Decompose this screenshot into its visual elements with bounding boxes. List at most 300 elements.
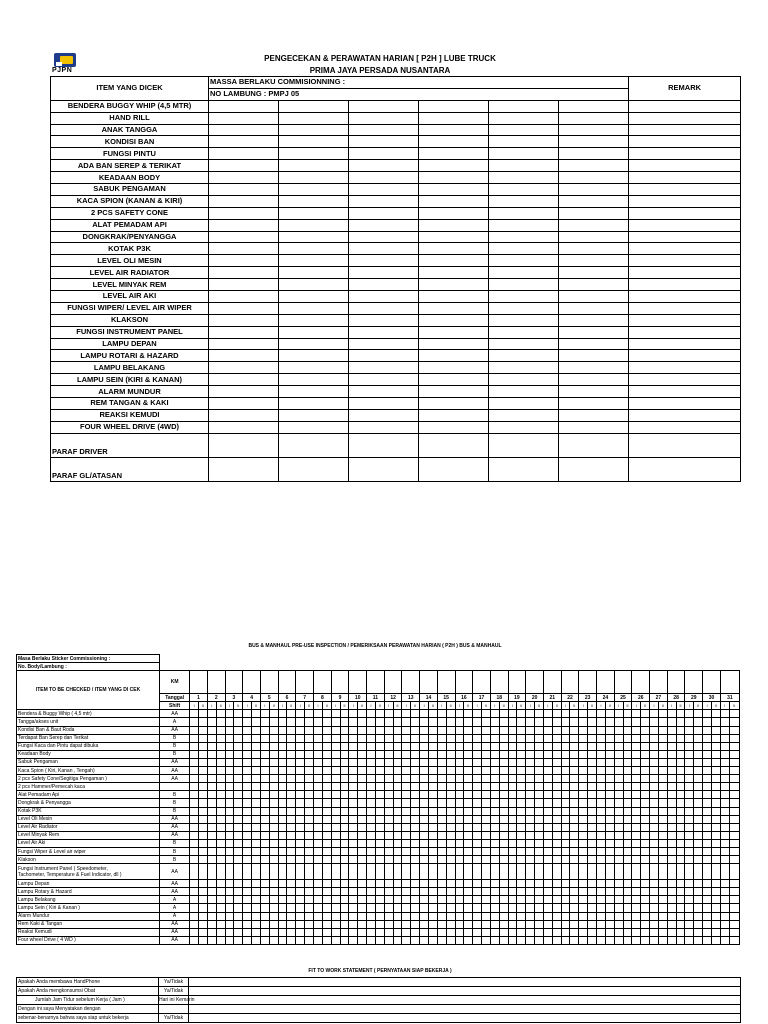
inspection-cell[interactable] — [384, 783, 393, 791]
inspection-cell[interactable] — [340, 718, 349, 726]
inspection-cell[interactable] — [199, 799, 208, 807]
inspection-cell[interactable] — [358, 799, 367, 807]
inspection-cell[interactable] — [296, 928, 305, 936]
check-cell[interactable] — [419, 160, 489, 172]
inspection-cell[interactable] — [384, 839, 393, 847]
check-cell[interactable] — [209, 100, 279, 112]
inspection-cell[interactable] — [199, 750, 208, 758]
inspection-cell[interactable] — [207, 936, 216, 944]
inspection-cell[interactable] — [287, 807, 296, 815]
check-cell[interactable] — [489, 160, 559, 172]
inspection-cell[interactable] — [428, 710, 437, 718]
inspection-cell[interactable] — [358, 823, 367, 831]
inspection-cell[interactable] — [207, 896, 216, 904]
inspection-cell[interactable] — [499, 815, 508, 823]
inspection-cell[interactable] — [694, 823, 703, 831]
inspection-cell[interactable] — [375, 710, 384, 718]
inspection-cell[interactable] — [437, 742, 446, 750]
inspection-cell[interactable] — [579, 775, 588, 783]
inspection-cell[interactable] — [490, 912, 499, 920]
inspection-cell[interactable] — [428, 912, 437, 920]
inspection-cell[interactable] — [667, 815, 676, 823]
inspection-cell[interactable] — [632, 791, 641, 799]
inspection-cell[interactable] — [464, 791, 473, 799]
inspection-cell[interactable] — [561, 742, 570, 750]
inspection-cell[interactable] — [605, 775, 614, 783]
inspection-cell[interactable] — [278, 912, 287, 920]
signature-cell[interactable] — [279, 433, 349, 457]
inspection-cell[interactable] — [552, 726, 561, 734]
inspection-cell[interactable] — [322, 791, 331, 799]
inspection-cell[interactable] — [393, 718, 402, 726]
inspection-cell[interactable] — [641, 839, 650, 847]
check-cell[interactable] — [349, 350, 419, 362]
fit-blank-cell[interactable] — [189, 987, 741, 996]
inspection-cell[interactable] — [605, 831, 614, 839]
inspection-cell[interactable] — [375, 864, 384, 880]
inspection-cell[interactable] — [667, 718, 676, 726]
inspection-cell[interactable] — [570, 856, 579, 864]
inspection-cell[interactable] — [526, 823, 535, 831]
inspection-cell[interactable] — [579, 936, 588, 944]
inspection-cell[interactable] — [331, 767, 340, 775]
inspection-cell[interactable] — [384, 807, 393, 815]
inspection-cell[interactable] — [588, 839, 597, 847]
inspection-cell[interactable] — [508, 710, 517, 718]
inspection-cell[interactable] — [526, 839, 535, 847]
inspection-cell[interactable] — [260, 888, 269, 896]
inspection-cell[interactable] — [570, 710, 579, 718]
inspection-cell[interactable] — [694, 856, 703, 864]
inspection-cell[interactable] — [685, 912, 694, 920]
check-cell[interactable] — [209, 362, 279, 374]
inspection-cell[interactable] — [676, 734, 685, 742]
inspection-cell[interactable] — [694, 718, 703, 726]
inspection-cell[interactable] — [243, 928, 252, 936]
inspection-cell[interactable] — [305, 928, 314, 936]
inspection-cell[interactable] — [269, 904, 278, 912]
inspection-cell[interactable] — [349, 936, 358, 944]
inspection-cell[interactable] — [614, 807, 623, 815]
inspection-cell[interactable] — [711, 783, 720, 791]
inspection-cell[interactable] — [543, 831, 552, 839]
inspection-cell[interactable] — [526, 920, 535, 928]
inspection-cell[interactable] — [278, 856, 287, 864]
inspection-cell[interactable] — [685, 920, 694, 928]
inspection-cell[interactable] — [694, 847, 703, 855]
check-cell[interactable] — [559, 124, 629, 136]
inspection-cell[interactable] — [428, 823, 437, 831]
inspection-cell[interactable] — [473, 936, 482, 944]
inspection-cell[interactable] — [207, 734, 216, 742]
inspection-cell[interactable] — [199, 864, 208, 880]
inspection-cell[interactable] — [490, 928, 499, 936]
inspection-cell[interactable] — [650, 904, 659, 912]
inspection-cell[interactable] — [464, 839, 473, 847]
inspection-cell[interactable] — [420, 750, 429, 758]
inspection-cell[interactable] — [720, 896, 729, 904]
inspection-cell[interactable] — [340, 815, 349, 823]
inspection-cell[interactable] — [340, 791, 349, 799]
inspection-cell[interactable] — [543, 856, 552, 864]
remark-cell[interactable] — [629, 279, 741, 291]
inspection-cell[interactable] — [499, 880, 508, 888]
inspection-cell[interactable] — [632, 742, 641, 750]
inspection-cell[interactable] — [225, 847, 234, 855]
inspection-cell[interactable] — [473, 783, 482, 791]
inspection-cell[interactable] — [331, 856, 340, 864]
fit-blank-cell[interactable] — [189, 1014, 741, 1023]
remark-cell[interactable] — [629, 243, 741, 255]
inspection-cell[interactable] — [658, 928, 667, 936]
check-cell[interactable] — [559, 398, 629, 410]
inspection-cell[interactable] — [658, 823, 667, 831]
check-cell[interactable] — [419, 409, 489, 421]
inspection-cell[interactable] — [199, 734, 208, 742]
inspection-cell[interactable] — [375, 920, 384, 928]
inspection-cell[interactable] — [614, 856, 623, 864]
inspection-cell[interactable] — [526, 847, 535, 855]
inspection-cell[interactable] — [358, 750, 367, 758]
inspection-cell[interactable] — [526, 767, 535, 775]
inspection-cell[interactable] — [632, 823, 641, 831]
inspection-cell[interactable] — [216, 734, 225, 742]
inspection-cell[interactable] — [720, 734, 729, 742]
inspection-cell[interactable] — [331, 807, 340, 815]
check-cell[interactable] — [279, 243, 349, 255]
inspection-cell[interactable] — [358, 807, 367, 815]
check-cell[interactable] — [489, 314, 559, 326]
remark-cell[interactable] — [629, 291, 741, 303]
inspection-cell[interactable] — [252, 783, 261, 791]
inspection-cell[interactable] — [561, 799, 570, 807]
inspection-cell[interactable] — [650, 839, 659, 847]
inspection-cell[interactable] — [411, 904, 420, 912]
inspection-cell[interactable] — [305, 726, 314, 734]
inspection-cell[interactable] — [428, 783, 437, 791]
inspection-cell[interactable] — [420, 839, 429, 847]
inspection-cell[interactable] — [676, 896, 685, 904]
inspection-cell[interactable] — [605, 799, 614, 807]
inspection-cell[interactable] — [331, 799, 340, 807]
inspection-cell[interactable] — [340, 710, 349, 718]
check-cell[interactable] — [349, 409, 419, 421]
inspection-cell[interactable] — [623, 888, 632, 896]
inspection-cell[interactable] — [384, 912, 393, 920]
check-cell[interactable] — [349, 421, 419, 433]
inspection-cell[interactable] — [508, 856, 517, 864]
inspection-cell[interactable] — [243, 815, 252, 823]
inspection-cell[interactable] — [597, 783, 606, 791]
inspection-cell[interactable] — [552, 896, 561, 904]
signature-cell[interactable] — [419, 457, 489, 481]
remark-cell[interactable] — [629, 184, 741, 196]
check-cell[interactable] — [419, 350, 489, 362]
inspection-cell[interactable] — [207, 783, 216, 791]
inspection-cell[interactable] — [729, 815, 739, 823]
inspection-cell[interactable] — [632, 734, 641, 742]
inspection-cell[interactable] — [517, 726, 526, 734]
inspection-cell[interactable] — [641, 847, 650, 855]
inspection-cell[interactable] — [720, 726, 729, 734]
inspection-cell[interactable] — [711, 718, 720, 726]
inspection-cell[interactable] — [667, 904, 676, 912]
remark-cell[interactable] — [629, 421, 741, 433]
inspection-cell[interactable] — [650, 783, 659, 791]
check-cell[interactable] — [489, 338, 559, 350]
inspection-cell[interactable] — [597, 839, 606, 847]
inspection-cell[interactable] — [420, 888, 429, 896]
inspection-cell[interactable] — [703, 839, 712, 847]
inspection-cell[interactable] — [535, 775, 544, 783]
inspection-cell[interactable] — [588, 758, 597, 766]
inspection-cell[interactable] — [331, 758, 340, 766]
inspection-cell[interactable] — [190, 888, 199, 896]
signature-cell[interactable] — [489, 433, 559, 457]
inspection-cell[interactable] — [517, 734, 526, 742]
check-cell[interactable] — [559, 267, 629, 279]
inspection-cell[interactable] — [216, 904, 225, 912]
inspection-cell[interactable] — [411, 767, 420, 775]
fit-answer[interactable]: Ya/Tidak — [159, 987, 189, 996]
inspection-cell[interactable] — [269, 807, 278, 815]
inspection-cell[interactable] — [428, 758, 437, 766]
inspection-cell[interactable] — [729, 750, 739, 758]
inspection-cell[interactable] — [579, 847, 588, 855]
inspection-cell[interactable] — [207, 750, 216, 758]
inspection-cell[interactable] — [605, 904, 614, 912]
inspection-cell[interactable] — [552, 783, 561, 791]
inspection-cell[interactable] — [331, 847, 340, 855]
inspection-cell[interactable] — [579, 758, 588, 766]
inspection-cell[interactable] — [305, 888, 314, 896]
inspection-cell[interactable] — [703, 936, 712, 944]
inspection-cell[interactable] — [464, 734, 473, 742]
inspection-cell[interactable] — [375, 936, 384, 944]
check-cell[interactable] — [349, 160, 419, 172]
inspection-cell[interactable] — [711, 823, 720, 831]
km-cell[interactable] — [367, 671, 385, 694]
inspection-cell[interactable] — [393, 726, 402, 734]
inspection-cell[interactable] — [685, 767, 694, 775]
inspection-cell[interactable] — [207, 791, 216, 799]
inspection-cell[interactable] — [340, 896, 349, 904]
check-cell[interactable] — [209, 243, 279, 255]
inspection-cell[interactable] — [667, 767, 676, 775]
inspection-cell[interactable] — [199, 904, 208, 912]
inspection-cell[interactable] — [314, 718, 323, 726]
inspection-cell[interactable] — [305, 823, 314, 831]
check-cell[interactable] — [279, 112, 349, 124]
inspection-cell[interactable] — [535, 710, 544, 718]
inspection-cell[interactable] — [225, 904, 234, 912]
inspection-cell[interactable] — [411, 847, 420, 855]
inspection-cell[interactable] — [517, 839, 526, 847]
remark-cell[interactable] — [629, 314, 741, 326]
inspection-cell[interactable] — [234, 799, 243, 807]
inspection-cell[interactable] — [411, 710, 420, 718]
inspection-cell[interactable] — [331, 880, 340, 888]
inspection-cell[interactable] — [676, 750, 685, 758]
inspection-cell[interactable] — [570, 758, 579, 766]
inspection-cell[interactable] — [597, 888, 606, 896]
inspection-cell[interactable] — [234, 750, 243, 758]
inspection-cell[interactable] — [650, 823, 659, 831]
inspection-cell[interactable] — [287, 791, 296, 799]
inspection-cell[interactable] — [694, 750, 703, 758]
inspection-cell[interactable] — [605, 880, 614, 888]
inspection-cell[interactable] — [711, 767, 720, 775]
inspection-cell[interactable] — [314, 839, 323, 847]
inspection-cell[interactable] — [437, 791, 446, 799]
inspection-cell[interactable] — [703, 742, 712, 750]
inspection-cell[interactable] — [296, 904, 305, 912]
inspection-cell[interactable] — [455, 904, 464, 912]
inspection-cell[interactable] — [446, 823, 455, 831]
check-cell[interactable] — [419, 195, 489, 207]
inspection-cell[interactable] — [322, 734, 331, 742]
inspection-cell[interactable] — [287, 823, 296, 831]
inspection-cell[interactable] — [375, 896, 384, 904]
inspection-cell[interactable] — [552, 928, 561, 936]
inspection-cell[interactable] — [216, 767, 225, 775]
inspection-cell[interactable] — [367, 864, 376, 880]
inspection-cell[interactable] — [561, 831, 570, 839]
check-cell[interactable] — [489, 243, 559, 255]
inspection-cell[interactable] — [703, 888, 712, 896]
inspection-cell[interactable] — [490, 807, 499, 815]
inspection-cell[interactable] — [437, 936, 446, 944]
inspection-cell[interactable] — [384, 847, 393, 855]
inspection-cell[interactable] — [517, 920, 526, 928]
inspection-cell[interactable] — [393, 864, 402, 880]
inspection-cell[interactable] — [561, 920, 570, 928]
inspection-cell[interactable] — [375, 880, 384, 888]
inspection-cell[interactable] — [641, 823, 650, 831]
inspection-cell[interactable] — [278, 758, 287, 766]
inspection-cell[interactable] — [641, 807, 650, 815]
inspection-cell[interactable] — [597, 904, 606, 912]
inspection-cell[interactable] — [632, 750, 641, 758]
inspection-cell[interactable] — [729, 726, 739, 734]
inspection-cell[interactable] — [269, 880, 278, 888]
inspection-cell[interactable] — [579, 750, 588, 758]
inspection-cell[interactable] — [464, 815, 473, 823]
inspection-cell[interactable] — [331, 839, 340, 847]
inspection-cell[interactable] — [720, 758, 729, 766]
inspection-cell[interactable] — [729, 864, 739, 880]
inspection-cell[interactable] — [287, 758, 296, 766]
inspection-cell[interactable] — [340, 904, 349, 912]
km-cell[interactable] — [314, 671, 332, 694]
inspection-cell[interactable] — [614, 775, 623, 783]
inspection-cell[interactable] — [402, 847, 411, 855]
inspection-cell[interactable] — [278, 823, 287, 831]
inspection-cell[interactable] — [703, 718, 712, 726]
inspection-cell[interactable] — [225, 856, 234, 864]
inspection-cell[interactable] — [278, 783, 287, 791]
inspection-cell[interactable] — [473, 815, 482, 823]
inspection-cell[interactable] — [393, 839, 402, 847]
inspection-cell[interactable] — [260, 928, 269, 936]
inspection-cell[interactable] — [428, 767, 437, 775]
inspection-cell[interactable] — [650, 928, 659, 936]
check-cell[interactable] — [349, 148, 419, 160]
check-cell[interactable] — [419, 255, 489, 267]
inspection-cell[interactable] — [676, 839, 685, 847]
inspection-cell[interactable] — [207, 710, 216, 718]
inspection-cell[interactable] — [358, 920, 367, 928]
check-cell[interactable] — [419, 172, 489, 184]
inspection-cell[interactable] — [605, 847, 614, 855]
inspection-cell[interactable] — [632, 856, 641, 864]
inspection-cell[interactable] — [190, 928, 199, 936]
inspection-cell[interactable] — [393, 904, 402, 912]
inspection-cell[interactable] — [243, 734, 252, 742]
inspection-cell[interactable] — [322, 888, 331, 896]
km-cell[interactable] — [473, 671, 491, 694]
signature-remark-cell[interactable] — [629, 433, 741, 457]
inspection-cell[interactable] — [641, 742, 650, 750]
inspection-cell[interactable] — [278, 839, 287, 847]
inspection-cell[interactable] — [199, 856, 208, 864]
inspection-cell[interactable] — [437, 718, 446, 726]
inspection-cell[interactable] — [393, 856, 402, 864]
inspection-cell[interactable] — [296, 742, 305, 750]
inspection-cell[interactable] — [269, 783, 278, 791]
inspection-cell[interactable] — [269, 734, 278, 742]
inspection-cell[interactable] — [499, 864, 508, 880]
inspection-cell[interactable] — [296, 936, 305, 944]
inspection-cell[interactable] — [455, 864, 464, 880]
inspection-cell[interactable] — [526, 718, 535, 726]
inspection-cell[interactable] — [375, 791, 384, 799]
inspection-cell[interactable] — [588, 742, 597, 750]
inspection-cell[interactable] — [322, 799, 331, 807]
inspection-cell[interactable] — [720, 912, 729, 920]
inspection-cell[interactable] — [234, 896, 243, 904]
inspection-cell[interactable] — [623, 799, 632, 807]
inspection-cell[interactable] — [393, 767, 402, 775]
inspection-cell[interactable] — [358, 888, 367, 896]
inspection-cell[interactable] — [561, 767, 570, 775]
inspection-cell[interactable] — [570, 775, 579, 783]
inspection-cell[interactable] — [358, 718, 367, 726]
check-cell[interactable] — [349, 136, 419, 148]
inspection-cell[interactable] — [269, 718, 278, 726]
check-cell[interactable] — [279, 326, 349, 338]
inspection-cell[interactable] — [384, 815, 393, 823]
inspection-cell[interactable] — [287, 710, 296, 718]
inspection-cell[interactable] — [667, 912, 676, 920]
inspection-cell[interactable] — [278, 734, 287, 742]
inspection-cell[interactable] — [349, 839, 358, 847]
inspection-cell[interactable] — [269, 888, 278, 896]
inspection-cell[interactable] — [411, 831, 420, 839]
inspection-cell[interactable] — [694, 888, 703, 896]
inspection-cell[interactable] — [676, 807, 685, 815]
inspection-cell[interactable] — [322, 767, 331, 775]
inspection-cell[interactable] — [207, 928, 216, 936]
inspection-cell[interactable] — [305, 791, 314, 799]
inspection-cell[interactable] — [685, 856, 694, 864]
inspection-cell[interactable] — [420, 726, 429, 734]
inspection-cell[interactable] — [499, 718, 508, 726]
inspection-cell[interactable] — [252, 928, 261, 936]
inspection-cell[interactable] — [190, 750, 199, 758]
inspection-cell[interactable] — [579, 888, 588, 896]
inspection-cell[interactable] — [694, 936, 703, 944]
